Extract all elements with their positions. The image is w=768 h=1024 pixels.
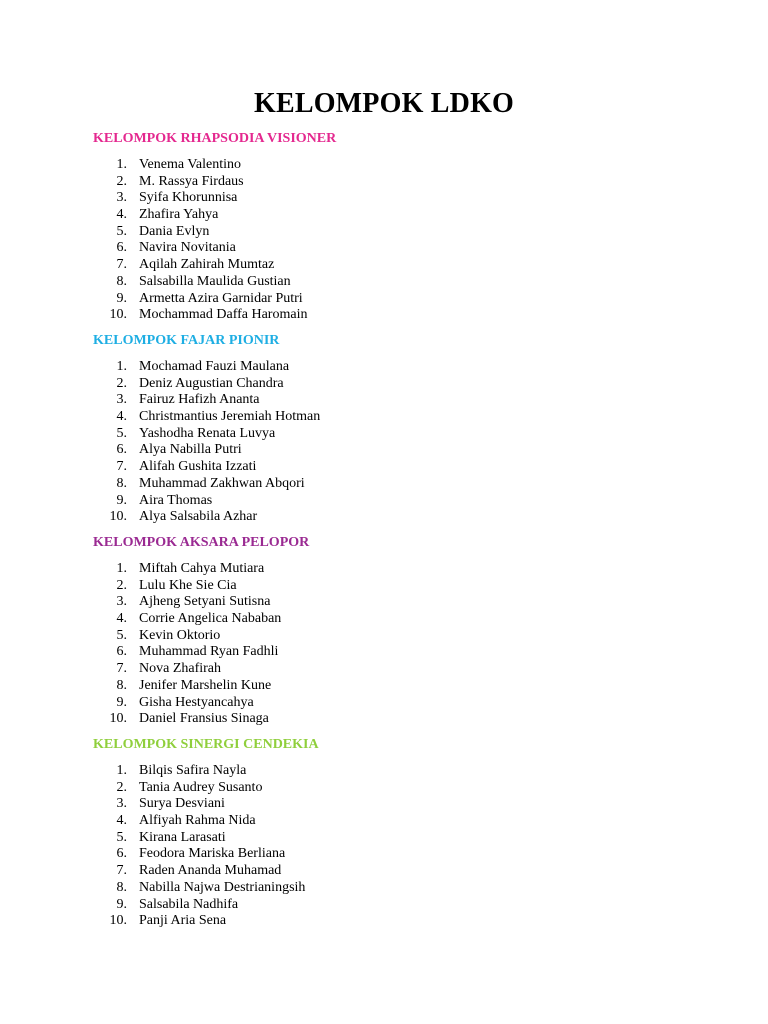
item-number: 9.	[116, 896, 127, 912]
member-name: Dania Evlyn	[139, 223, 210, 239]
item-number: 9.	[116, 492, 127, 508]
list-item	[93, 174, 693, 191]
item-number: 10.	[109, 307, 127, 323]
item-number: 2.	[116, 173, 127, 189]
group-heading: KELOMPOK RHAPSODIA VISIONER	[93, 131, 337, 146]
list-item	[93, 274, 693, 291]
list-item	[93, 426, 693, 443]
item-number: 4.	[116, 409, 127, 425]
item-number: 10.	[109, 509, 127, 525]
group-aksara-pelopor	[93, 534, 693, 728]
list-item	[93, 678, 693, 695]
member-name: Alifah Gushita Izzati	[139, 459, 257, 475]
member-name: Surya Desviani	[139, 796, 225, 812]
item-number: 6.	[116, 644, 127, 660]
member-name: Alfiyah Rahma Nida	[139, 813, 256, 829]
item-number: 7.	[116, 863, 127, 879]
member-name: Yashodha Renata Luvya	[139, 425, 276, 441]
member-name: Aqilah Zahirah Mumtaz	[139, 257, 275, 273]
item-number: 10.	[109, 913, 127, 929]
member-name: Feodora Mariska Berliana	[139, 846, 286, 862]
member-name: Christmantius Jeremiah Hotman	[139, 409, 321, 425]
list-item	[93, 846, 693, 863]
item-number: 9.	[116, 290, 127, 306]
member-name: Daniel Fransius Sinaga	[139, 711, 269, 727]
list-item	[93, 780, 693, 797]
member-name: Venema Valentino	[139, 157, 241, 172]
member-name: Salsabila Nadhifa	[139, 896, 239, 912]
item-number: 7.	[116, 257, 127, 273]
document-title: KELOMPOK LDKO	[253, 88, 515, 119]
member-name: Muhammad Zakhwan Abqori	[139, 475, 305, 491]
item-number: 2.	[116, 375, 127, 391]
list-item	[93, 863, 693, 880]
item-number: 5.	[116, 627, 127, 643]
member-name: Kirana Larasati	[139, 829, 226, 845]
item-number: 3.	[116, 392, 127, 408]
list-item	[93, 661, 693, 678]
member-name: Corrie Angelica Nababan	[139, 611, 282, 627]
list-item	[93, 307, 693, 324]
list-item	[93, 442, 693, 459]
member-name: Alya Nabilla Putri	[139, 442, 242, 458]
member-name: Muhammad Ryan Fadhli	[139, 644, 279, 660]
item-number: 3.	[116, 796, 127, 812]
item-number: 4.	[116, 813, 127, 829]
list-item	[93, 644, 693, 661]
item-number: 8.	[116, 475, 127, 491]
item-number: 1.	[116, 359, 127, 374]
member-name: Raden Ananda Muhamad	[139, 863, 282, 879]
item-number: 8.	[116, 273, 127, 289]
group-fajar-pionir	[93, 332, 693, 526]
member-name: Mochamad Fauzi Maulana	[139, 359, 290, 374]
member-name: Nova Zhafirah	[139, 661, 222, 677]
member-list	[93, 561, 693, 728]
item-number: 3.	[116, 594, 127, 610]
item-number: 6.	[116, 846, 127, 862]
item-number: 5.	[116, 829, 127, 845]
member-name: Syifa Khorunnisa	[139, 190, 238, 206]
item-number: 4.	[116, 207, 127, 223]
list-item	[93, 763, 693, 780]
item-number: 6.	[116, 240, 127, 256]
list-item	[93, 157, 693, 174]
list-item	[93, 459, 693, 476]
member-name: Kevin Oktorio	[139, 627, 221, 643]
member-name: Gisha Hestyancahya	[139, 694, 254, 710]
list-item	[93, 359, 693, 376]
member-name: Jenifer Marshelin Kune	[139, 677, 272, 693]
member-name: Armetta Azira Garnidar Putri	[139, 290, 303, 306]
item-number: 4.	[116, 611, 127, 627]
member-name: Alya Salsabila Azhar	[139, 509, 258, 525]
item-number: 6.	[116, 442, 127, 458]
group-heading: KELOMPOK SINERGI CENDEKIA	[93, 737, 319, 752]
list-item	[93, 207, 693, 224]
list-item	[93, 561, 693, 578]
item-number: 5.	[116, 425, 127, 441]
list-item	[93, 291, 693, 308]
group-heading: KELOMPOK FAJAR PIONIR	[93, 333, 280, 348]
item-number: 8.	[116, 677, 127, 693]
member-name: Ajheng Setyani Sutisna	[139, 594, 271, 610]
group-sinergi-cendekia	[93, 736, 693, 930]
member-name: Aira Thomas	[139, 492, 213, 508]
item-number: 2.	[116, 577, 127, 593]
list-item	[93, 897, 693, 914]
list-item	[93, 392, 693, 409]
item-number: 1.	[116, 157, 127, 172]
member-list	[93, 157, 693, 324]
item-number: 5.	[116, 223, 127, 239]
member-name: M. Rassya Firdaus	[139, 173, 244, 189]
list-item	[93, 240, 693, 257]
list-item	[93, 813, 693, 830]
item-number: 7.	[116, 459, 127, 475]
list-item	[93, 224, 693, 241]
item-number: 7.	[116, 661, 127, 677]
list-item	[93, 493, 693, 510]
item-number: 1.	[116, 561, 127, 576]
list-item	[93, 611, 693, 628]
item-number: 8.	[116, 879, 127, 895]
list-item	[93, 476, 693, 493]
member-name: Navira Novitania	[139, 240, 236, 256]
member-name: Miftah Cahya Mutiara	[139, 561, 265, 576]
member-list	[93, 359, 693, 526]
member-name: Zhafira Yahya	[139, 207, 219, 223]
list-item	[93, 578, 693, 595]
list-item	[93, 409, 693, 426]
member-name: Mochammad Daffa Haromain	[139, 307, 308, 323]
member-name: Salsabilla Maulida Gustian	[139, 273, 291, 289]
member-name: Nabilla Najwa Destrianingsih	[139, 879, 306, 895]
list-item	[93, 376, 693, 393]
item-number: 3.	[116, 190, 127, 206]
list-item	[93, 880, 693, 897]
member-name: Fairuz Hafizh Ananta	[139, 392, 260, 408]
item-number: 10.	[109, 711, 127, 727]
list-item	[93, 257, 693, 274]
member-name: Deniz Augustian Chandra	[139, 375, 284, 391]
member-name: Panji Aria Sena	[139, 913, 227, 929]
member-name: Tania Audrey Susanto	[139, 779, 263, 795]
member-name: Lulu Khe Sie Cia	[139, 577, 237, 593]
member-name: Bilqis Safira Nayla	[139, 763, 247, 778]
list-item	[93, 594, 693, 611]
list-item	[93, 830, 693, 847]
group-heading: KELOMPOK AKSARA PELOPOR	[93, 535, 310, 550]
item-number: 9.	[116, 694, 127, 710]
list-item	[93, 711, 693, 728]
member-list	[93, 763, 693, 930]
list-item	[93, 628, 693, 645]
list-item	[93, 695, 693, 712]
list-item	[93, 796, 693, 813]
list-item	[93, 190, 693, 207]
list-item	[93, 913, 693, 930]
group-rhapsodia-visioner	[93, 130, 693, 324]
item-number: 2.	[116, 779, 127, 795]
list-item	[93, 509, 693, 526]
item-number: 1.	[116, 763, 127, 778]
